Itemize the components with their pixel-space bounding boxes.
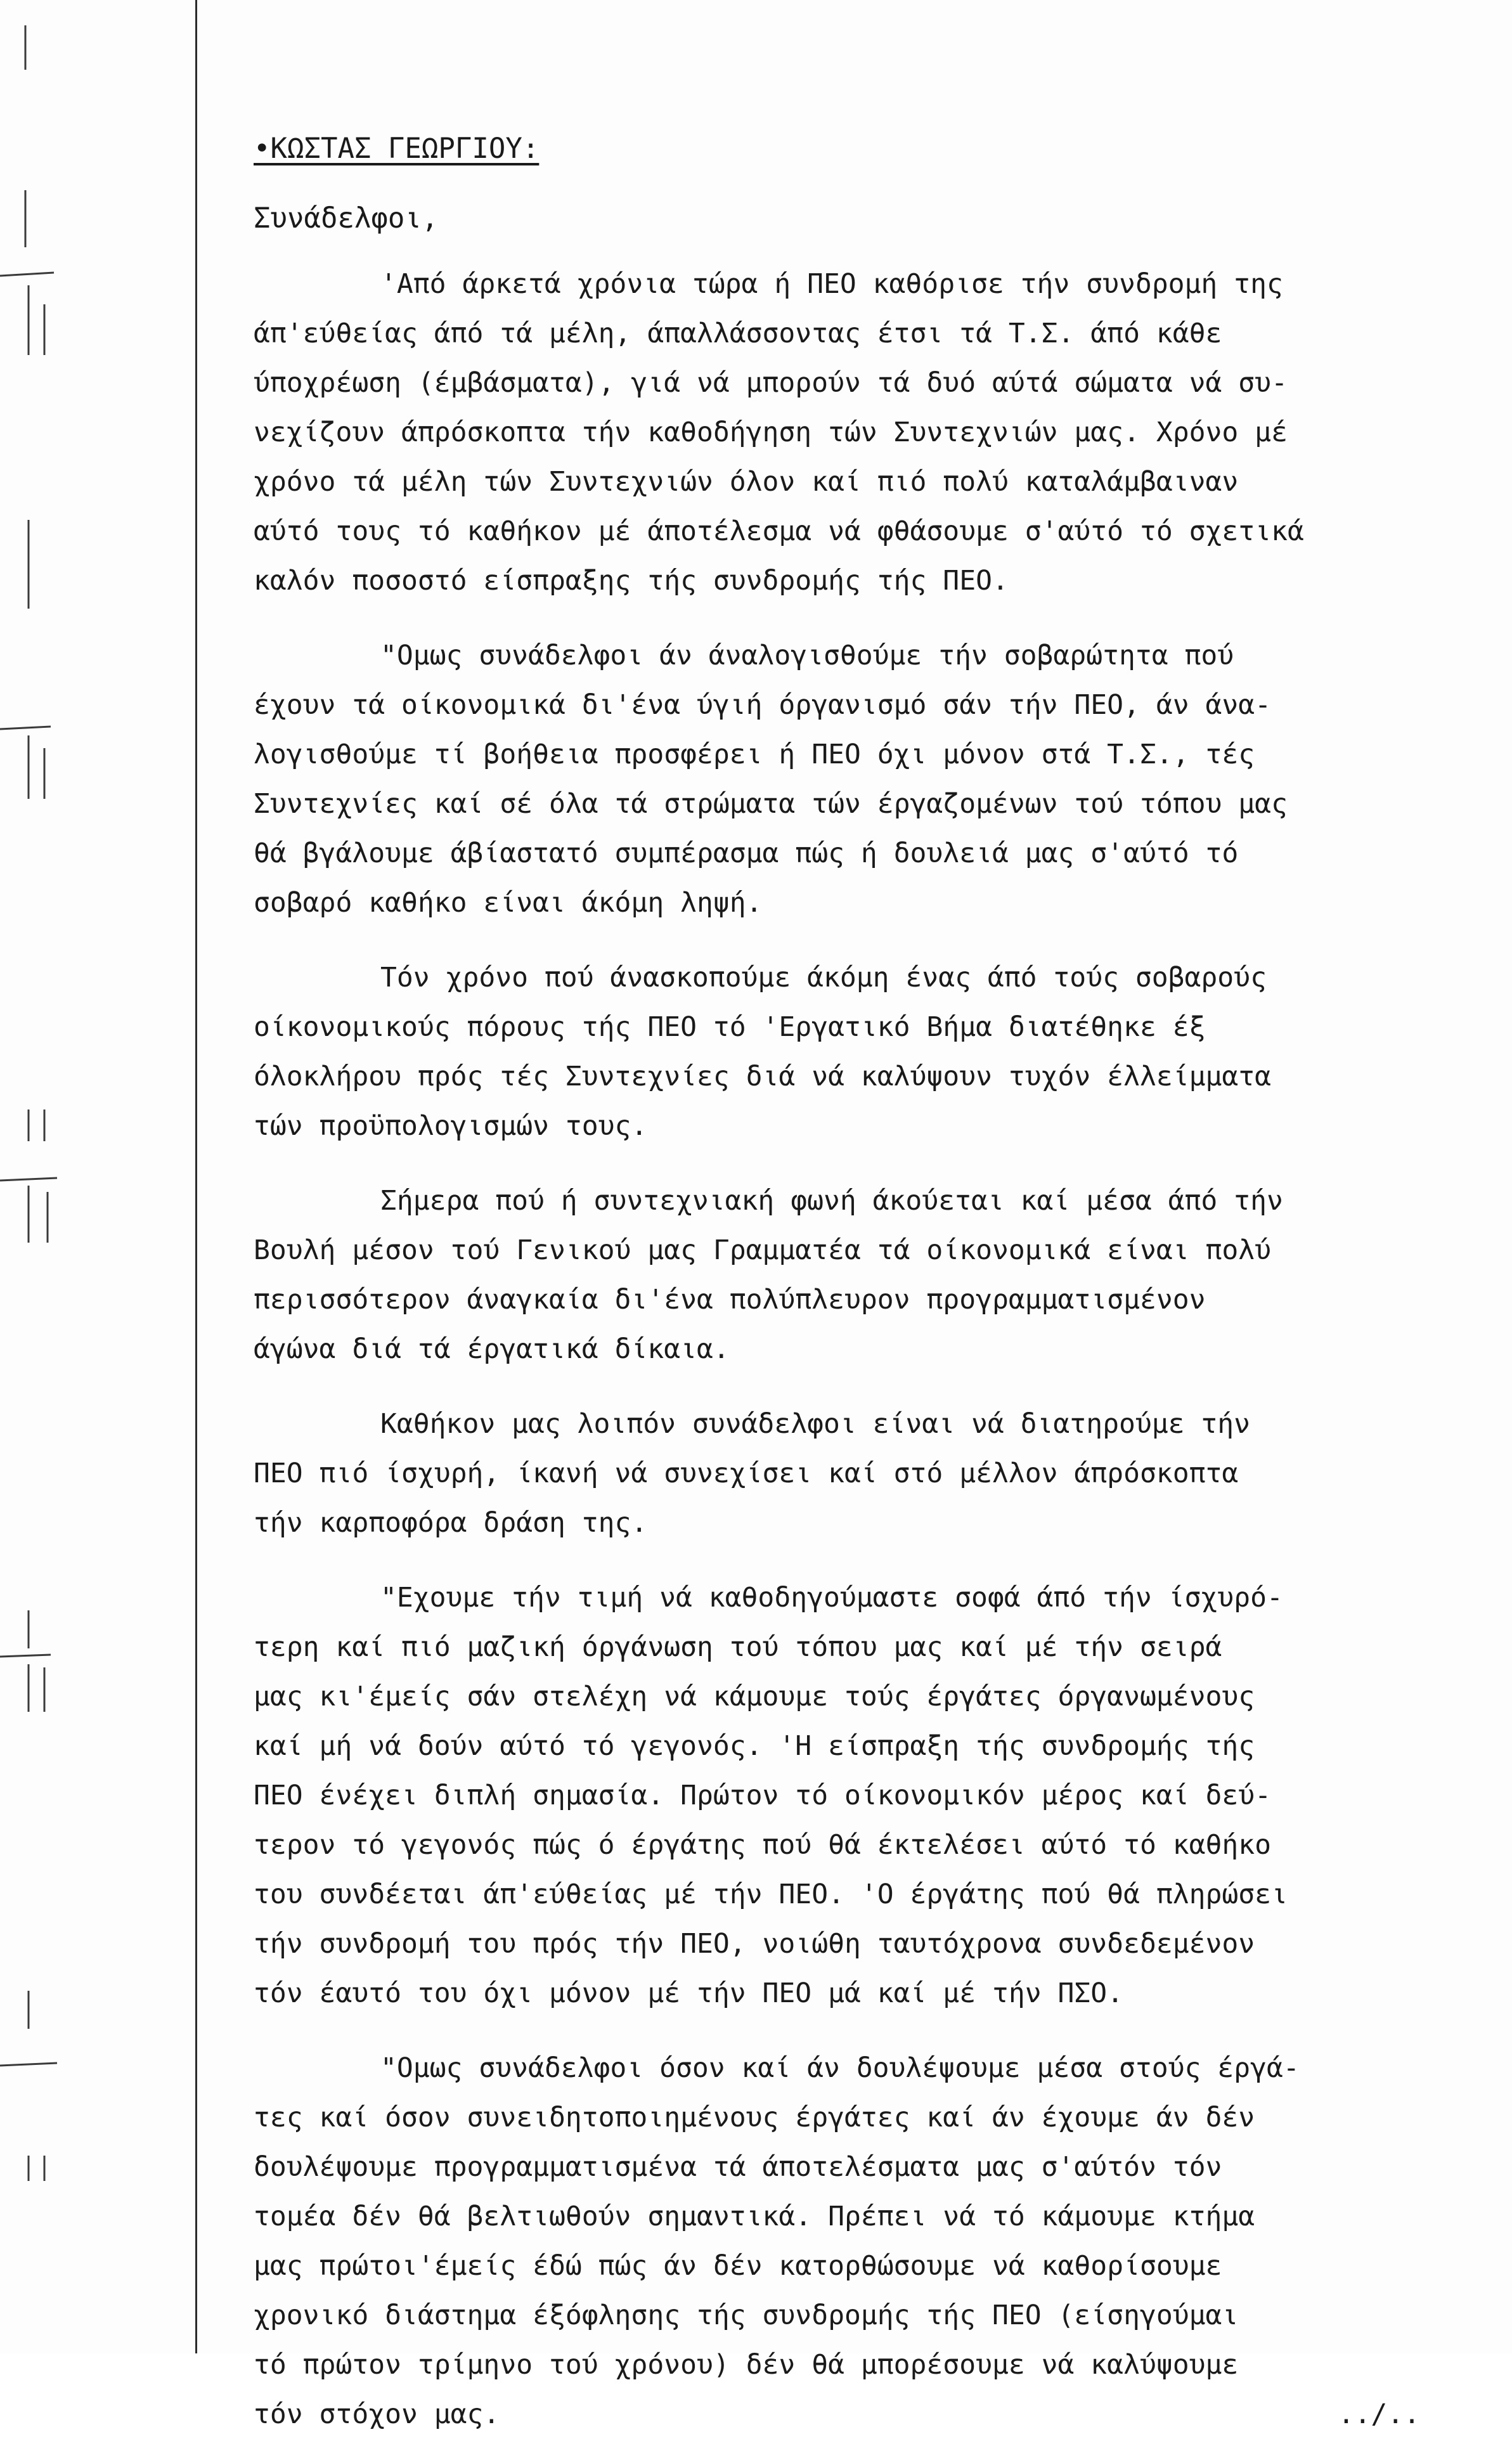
salutation: Συνάδελφοι, (254, 202, 439, 235)
text-line: όλοκλήρου πρός τές Συντεχνίες διά νά καλύψουν τυχόν έλλείμματα (254, 1061, 1272, 1092)
text-line: "Ομως συνάδελφοι άν άναλογισθούμε τήν σοβαρώτητα πού (380, 640, 1234, 671)
paragraph (254, 1573, 1477, 2018)
text-line: σοβαρό καθήκο είναι άκόμη ληψή. (254, 887, 763, 919)
text-line: άπ'εύθείας άπό τά μέλη, άπαλλάσσοντας έτσι τά Τ.Σ. άπό κάθε (254, 318, 1222, 349)
text-line: αύτό τους τό καθήκον μέ άποτέλεσμα νά φθάσουμε σ'αύτό τό σχετικά (254, 515, 1304, 547)
text-line: τόν έαυτό του όχι μόνον μέ τήν ΠΕΟ μά καί μέ τήν ΠΣΟ. (254, 1977, 1124, 2009)
left-margin-rule (195, 0, 197, 2353)
text-line: "Ομως συνάδελφοι όσον καί άν δουλέψουμε μέσα στούς έργά- (380, 2052, 1300, 2084)
text-line: δουλέψουμε προγραμματισμένα τά άποτελέσματα μας σ'αύτόν τόν (254, 2151, 1222, 2183)
text-line: καλόν ποσοστό είσπραξης τής συνδρομής τής ΠΕΟ. (254, 565, 1009, 597)
paragraph (254, 953, 1477, 1151)
text-line: οίκονομικούς πόρους τής ΠΕΟ τό 'Εργατικό Βήμα διατέθηκε έξ (254, 1011, 1206, 1043)
paragraph (254, 631, 1477, 928)
text-line: ΠΕΟ πιό ίσχυρή, ίκανή νά συνεχίσει καί στό μέλλον άπρόσκοπτα (254, 1458, 1239, 1489)
text-line: περισσότερον άναγκαία δι'ένα πολύπλευρον προγραμματισμένον (254, 1284, 1206, 1316)
text-line: Σήμερα πού ή συντεχνιακή φωνή άκούεται καί μέσα άπό τήν (380, 1185, 1283, 1217)
text-line: τόν στόχον μας. (254, 2398, 500, 2430)
text-line: τες καί όσον συνειδητοποιημένους έργάτες καί άν έχουμε άν δέν (254, 2102, 1255, 2133)
text-line: Βουλή μέσον τού Γενικού μας Γραμματέα τά οίκονομικά είναι πολύ (254, 1234, 1272, 1266)
text-line: καί μή νά δούν αύτό τό γεγονός. 'Η είσπραξη τής συνδρομής τής (254, 1730, 1255, 1762)
text-line: "Εχουμε τήν τιμή νά καθοδηγούμαστε σοφά άπό τήν ίσχυρό- (380, 1582, 1283, 1614)
text-line: μας κι'έμείς σάν στελέχη νά κάμουμε τούς έργάτες όργανωμένους (254, 1681, 1255, 1712)
text-line: Καθήκον μας λοιπόν συνάδελφοι είναι νά διατηρούμε τήν (380, 1408, 1251, 1440)
text-line: τήν συνδρομή του πρός τήν ΠΕΟ, νοιώθη ταυτόχρονα συνδεδεμένον (254, 1928, 1255, 1960)
text-line: Συντεχνίες καί σέ όλα τά στρώματα τών έργαζομένων τού τόπου μας (254, 788, 1288, 820)
paragraph (254, 1176, 1477, 1374)
text-line: χρόνο τά μέλη τών Συντεχνιών όλον καί πιό πολύ καταλάμβαιναν (254, 466, 1239, 498)
continuation-mark: ../.. (1338, 2398, 1420, 2430)
text-line: λογισθούμε τί βοήθεια προσφέρει ή ΠΕΟ όχι μόνον στά Τ.Σ., τές (254, 739, 1255, 770)
binder-margin-marks (0, 0, 190, 2353)
text-line: τήν καρποφόρα δράση της. (254, 1507, 648, 1539)
text-line: τών προϋπολογισμών τους. (254, 1110, 648, 1142)
text-line: θά βγάλουμε άβίαστατό συμπέρασμα πώς ή δουλειά μας σ'αύτό τό (254, 838, 1239, 869)
text-line: του συνδέεται άπ'εύθείας μέ τήν ΠΕΟ. 'Ο έργάτης πού θά πληρώσει (254, 1879, 1288, 1910)
speaker-heading: •ΚΩΣΤΑΣ ΓΕΩΡΓΙΟΥ: (254, 133, 540, 165)
text-line: νεχίζουν άπρόσκοπτα τήν καθοδήγηση τών Συντεχνιών μας. Χρόνο μέ (254, 417, 1288, 448)
paragraph (254, 259, 1477, 605)
text-line: τό πρώτον τρίμηνο τού χρόνου) δέν θά μπορέσουμε νά καλύψουμε (254, 2349, 1239, 2381)
document-body (254, 124, 1477, 2439)
text-line: 'Από άρκετά χρόνια τώρα ή ΠΕΟ καθόρισε τήν συνδρομή της (380, 268, 1283, 300)
text-line: χρονικό διάστημα έξόφλησης τής συνδρομής τής ΠΕΟ (είσηγούμαι (254, 2300, 1239, 2331)
text-line: ΠΕΟ ένέχει διπλή σημασία. Πρώτον τό οίκονομικόν μέρος καί δεύ- (254, 1780, 1272, 1811)
text-line: άγώνα διά τά έργατικά δίκαια. (254, 1333, 730, 1365)
text-line: τερον τό γεγονός πώς ό έργάτης πού θά έκτελέσει αύτό τό καθήκο (254, 1829, 1272, 1861)
text-line-final (254, 2390, 1477, 2439)
text-line: μας πρώτοι'έμείς έδώ πώς άν δέν κατορθώσουμε νά καθορίσουμε (254, 2250, 1222, 2282)
text-line: έχουν τά οίκονομικά δι'ένα ύγιή όργανισμό σάν τήν ΠΕΟ, άν άνα- (254, 689, 1272, 721)
text-line: τερη καί πιό μαζική όργάνωση τού τόπου μας καί μέ τήν σειρά (254, 1631, 1222, 1663)
text-line: ύποχρέωση (έμβάσματα), γιά νά μπορούν τά δυό αύτά σώματα νά συ- (254, 367, 1288, 399)
text-line: Τόν χρόνο πού άνασκοπούμε άκόμη ένας άπό τούς σοβαρούς (380, 962, 1267, 993)
paragraph (254, 1399, 1477, 1548)
paragraph (254, 2043, 1477, 2439)
text-line: τομέα δέν θά βελτιωθούν σημαντικά. Πρέπει νά τό κάμουμε κτήμα (254, 2201, 1255, 2232)
